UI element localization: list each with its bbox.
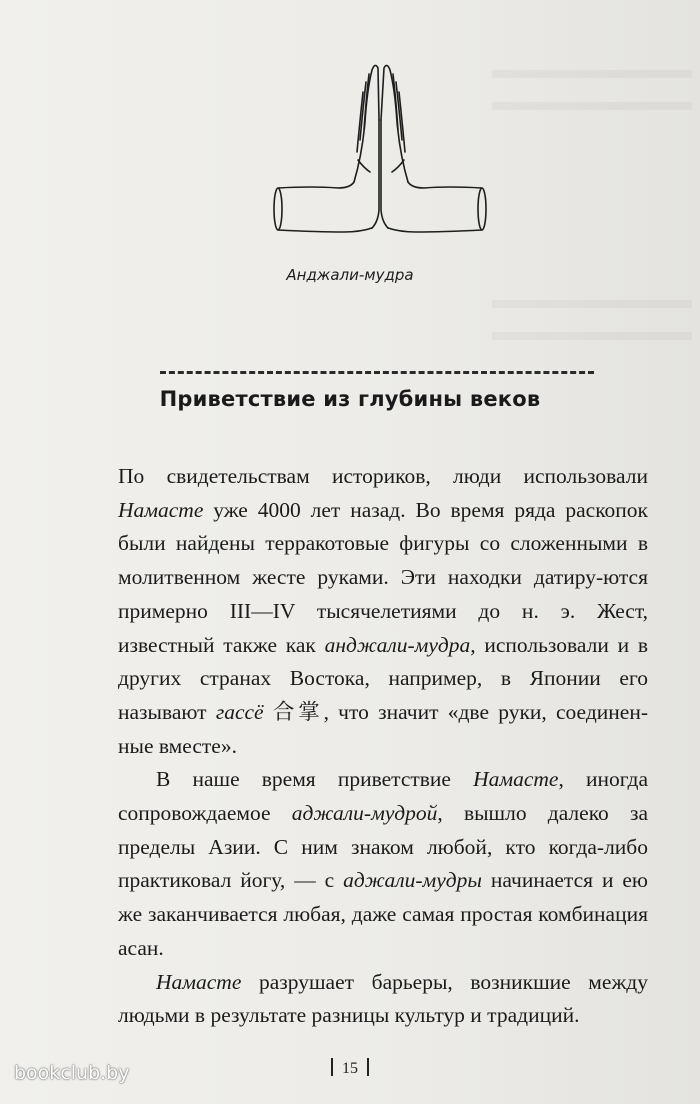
body-text xyxy=(118,460,648,1033)
section-heading: Приветствие из глубины веков xyxy=(159,387,541,411)
paragraph: В наше время приветствие Намасте, иногда сопровождаемое аджали-мудрой, вышло далеко за пределы Азии. С ним знаком любой, кто когда-либо практиковал йогу, — с аджали-мудры начинается и ею же заканчивается любая, даже самая простая комбинация асан. xyxy=(118,767,648,960)
illustration-caption: Анджали-мудра xyxy=(286,266,414,284)
paragraph: По свидетельствам историков, люди использовали Намасте уже 4000 лет назад. Во время ряда раскопок были найдены терракотовые фигуры со сложенными в молитвенном жесте руками. Эти находки датиру-ются примерно III—IV тысячелетиями до н. э. Жест, известный также как анджали-мудра, использовали и в других странах Востока, например, в Японии его называют гассё 合掌, что значит «две руки, соединен-ные вместе». xyxy=(118,464,648,758)
section-divider xyxy=(160,371,594,374)
bleed-through-line xyxy=(492,70,692,78)
bleed-through-line xyxy=(492,332,692,340)
bleed-through-line xyxy=(492,300,692,308)
site-watermark: bookclub.by xyxy=(14,1062,130,1084)
bleed-through-line xyxy=(492,102,692,110)
anjali-mudra-hands-icon xyxy=(268,60,492,250)
page-number: 15 xyxy=(0,1058,700,1078)
paragraph: Намасте разрушает барьеры, возникшие между людьми в результате разницы культур и традиций. xyxy=(118,969,648,1028)
